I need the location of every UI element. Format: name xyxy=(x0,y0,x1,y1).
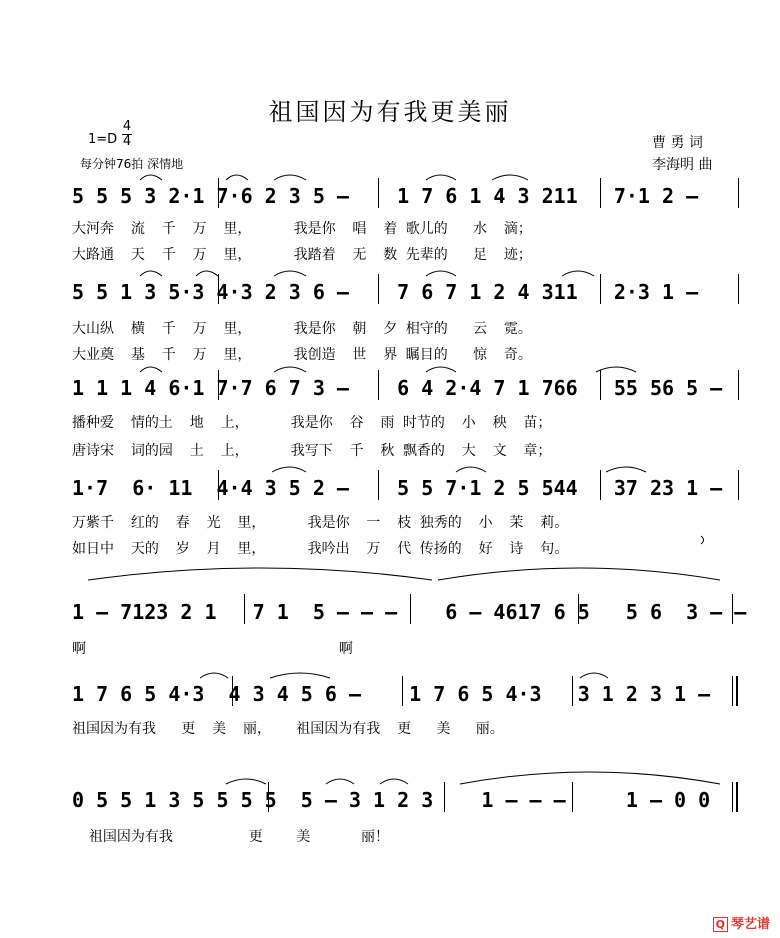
score-row-5 xyxy=(72,594,752,634)
lyric-row-4-verse-1: 万紫千 红的 春 光 里， 我是你 一 枝 独秀的 小 茉 莉。 xyxy=(72,515,569,531)
score-row-7 xyxy=(72,782,752,822)
composer-credit: 李海明 曲 xyxy=(652,157,713,173)
score-row-4 xyxy=(72,470,752,510)
page-title: 祖国因为有我更美丽 xyxy=(268,98,512,126)
lyric-row-1-verse-1: 大河奔 流 千 万 里， 我是你 唱 着 歌儿的 水 滴； xyxy=(72,221,532,237)
notes-row-4: 1·7 6· 11 4·4 3 5 2 – 5 5 7·1 2 5 544 37 23 1 – xyxy=(72,476,723,500)
score-row-1 xyxy=(72,178,752,218)
notes-row-7: 0 5 5 1 3 5 5 5 5 5 – 3 1 2 3 1 – – – 1 – 0 0 xyxy=(72,788,711,812)
score-row-2 xyxy=(72,274,752,314)
lyric-row-4-verse-2: 如日中 天的 岁 月 里， 我吟出 万 代 传扬的 好 诗 句。 xyxy=(72,541,569,557)
watermark-text: 琴艺谱 xyxy=(730,917,770,932)
lyric-row-3-verse-2: 唐诗宋 词的园 土 上， 我写下 千 秋 飘香的 大 文 章； xyxy=(72,443,552,459)
time-bottom: 4 xyxy=(122,134,132,149)
key-signature: 1=D xyxy=(88,132,118,147)
tempo-marking: 每分钟76拍 深情地 xyxy=(80,157,184,171)
lyric-row-5: 啊 啊 xyxy=(72,641,353,657)
time-top: 4 xyxy=(122,119,132,134)
lyric-row-3-verse-1: 播种爱 情的土 地 上， 我是你 谷 雨 时节的 小 秧 苗； xyxy=(72,415,552,431)
lyric-row-1-verse-2: 大路通 天 千 万 里， 我踏着 无 数 先辈的 足 迹； xyxy=(72,247,532,263)
score-row-6 xyxy=(72,676,752,716)
notes-row-5: 1 – 7123 2 1 7 1 5 – – – 6 – 4617 6 5 5 6 3 – – xyxy=(72,600,747,624)
score-row-3 xyxy=(72,370,752,410)
lyric-row-7: 祖国因为有我 更 美 丽！ xyxy=(72,829,390,845)
logo-mark-icon: Q xyxy=(713,917,728,932)
lyric-row-2-verse-2: 大业奠 基 千 万 里， 我创造 世 界 瞩目的 惊 奇。 xyxy=(72,347,532,363)
time-signature xyxy=(122,120,132,149)
lyric-row-2-verse-1: 大山纵 横 千 万 里， 我是你 朝 夕 相守的 云 霓。 xyxy=(72,321,532,337)
lyricist-credit: 曹 勇 词 xyxy=(652,135,703,151)
notes-row-6: 1 7 6 5 4·3 4 3 4 5 6 – 1 7 6 5 4·3 3 1 2 3 1 – xyxy=(72,682,711,706)
notes-row-1: 5 5 5 3 2·1 7·6 2 3 5 – 1 7 6 1 4 3 211 7·1 2 – xyxy=(72,184,699,208)
lyric-row-6: 祖国因为有我 更 美 丽， 祖国因为有我 更 美 丽。 xyxy=(72,721,504,737)
watermark-logo xyxy=(713,913,770,932)
notes-row-2: 5 5 1 3 5·3 4·3 2 3 6 – 7 6 7 1 2 4 311 2·3 1 – xyxy=(72,280,699,304)
notes-row-3: 1 1 1 4 6·1 7·7 6 7 3 – 6 4 2·4 7 1 766 55 56 5 – xyxy=(72,376,723,400)
